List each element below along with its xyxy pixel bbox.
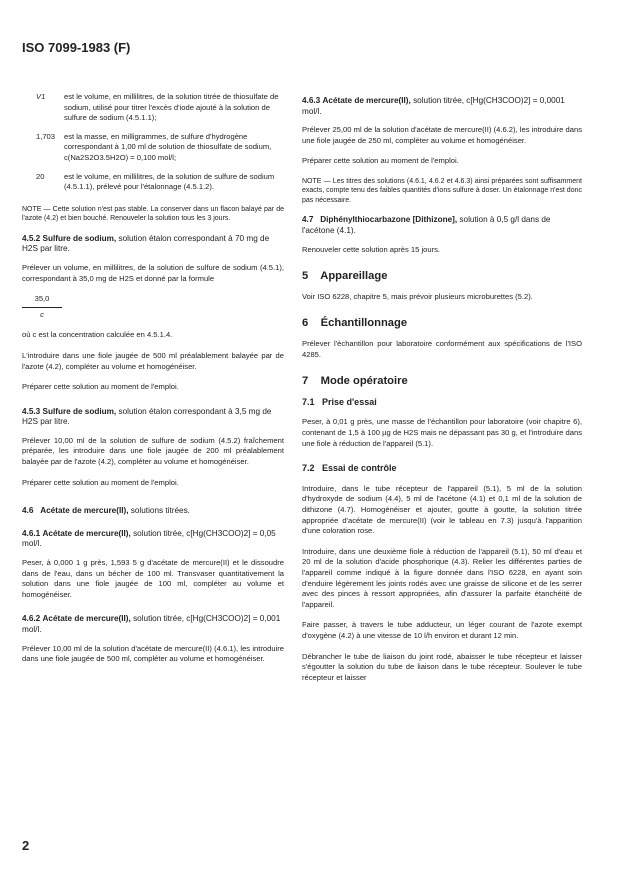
- left-column: [22, 92, 284, 675]
- note-1: NOTE — Cette solution n'est pas stable. La conserver dans un flacon balayé par de l'azote (4.2) et bien bouché. Renouveler la solution tous les 3 jours.: [22, 205, 284, 223]
- heading-4-6-2: 4.6.2 Acétate de mercure(II), solution titrée, c[Hg(CH3COO)2] = 0,001 mol/l.: [22, 614, 281, 634]
- s71-paragraph-1: Peser, à 0,01 g près, une masse de l'échantillon pour laboratoire (voir chapitre 6), contenant de 1,5 à 100 µg de H2S mais ne dépassant pas 30 g, et l'introduire dans une fiole à réduction de l'appareil (5.1).: [302, 417, 582, 448]
- heading-4-6-1: 4.6.1 Acétate de mercure(II), solution titrée, c[Hg(CH3COO)2] = 0,05 mol/l.: [22, 528, 276, 549]
- heading-4-5-2: 4.5.2 Sulfure de sodium, solution étalon correspondant à 70 mg de H2S par litre.: [22, 233, 270, 254]
- v1-symbol: V1: [36, 92, 46, 101]
- s452-paragraph-3: L'introduire dans une fiole jaugée de 500 ml préalablement balayée par de l'azote (4.2), compléter au volume et homogénéiser.: [22, 350, 284, 371]
- heading-4-6-3: 4.6.3 Acétate de mercure(II), solution titrée, c[Hg(CH3COO)2] = 0,0001 mol/l.: [302, 96, 565, 116]
- heading-4-7: 4.7 Diphénylthiocarbazone [Dithizone], solution à 0,5 g/l dans de l'acétone (4.1).: [302, 215, 551, 236]
- definition-20: [36, 172, 284, 193]
- s461-paragraph-1: Peser, à 0,000 1 g près, 1,593 5 g d'acétate de mercure(II) et le dissoudre dans de l'eau, dans un bécher de 100 ml. Transvaser quantitativement la solution dans une fiole jaugée de 100 ml, compléter au volume et homogénéiser.: [22, 558, 284, 599]
- c2-number: 20: [36, 171, 45, 181]
- s47-paragraph-1: Renouveler cette solution après 15 jours.: [302, 244, 441, 254]
- c2-text: est le volume, en millilitres, de la solution de sulfure de sodium (4.5.1.1), prélevé pour l'étalonnage (4.5.1.2).: [64, 171, 275, 192]
- s463-paragraph-1: Prélever 25,00 ml de la solution d'acétate de mercure(II) (4.6.2), les introduire dans une fiole jaugée de 250 ml, compléter au volume et homogénéiser.: [302, 125, 582, 145]
- page-number: 2: [22, 838, 30, 853]
- s453-paragraph-1: Prélever 10,00 ml de la solution de sulfure de sodium (4.5.2) fraîchement préparée, les introduire dans une fiole jaugée de 200 ml préalablement balayée par de l'azote (4.2), compléter au volume et homogénéiser.: [22, 435, 284, 467]
- fraction-numerator: 35,0: [22, 294, 62, 308]
- fraction-denominator: c: [40, 309, 44, 319]
- heading-4-6: 4.6 Acétate de mercure(II), solutions titrées.: [22, 506, 190, 516]
- formula-fraction: [22, 294, 62, 320]
- s72-paragraph-3: Faire passer, à travers le tube adducteur, un léger courant de l'azote exempt d'oxygène (4.2) à une vitesse de 10 l/h environ et durant 12 min.: [302, 620, 582, 640]
- s463-paragraph-2: Préparer cette solution au moment de l'emploi.: [302, 156, 459, 166]
- c1-text: est la masse, en milligrammes, de sulfure d'hydrogène correspondant à 1,00 ml de solution de thiosulfate de sodium, c(Na2S2O3.5H2O) = 0,100 mol/l;: [64, 131, 272, 162]
- heading-4-5-3: 4.5.3 Sulfure de sodium, solution étalon correspondant à 3,5 mg de H2S par litre.: [22, 406, 272, 427]
- s452-paragraph-1: Prélever un volume, en millilitres, de la solution de sulfure de sodium (4.5.1), correspondant à 35,0 mg de H2S et donné par la formule: [22, 262, 284, 283]
- definition-v1: [36, 92, 284, 124]
- s462-paragraph-1: Prélever 10,00 ml de la solution d'acétate de mercure(II) (4.6.1), les introduire dans une fiole jaugée de 500 ml, compléter au volume et homogénéiser.: [22, 643, 284, 664]
- s452-paragraph-4: Préparer cette solution au moment de l'emploi.: [22, 382, 179, 392]
- s452-paragraph-2: où c est la concentration calculée en 4.5.1.4.: [22, 330, 173, 340]
- s5-paragraph-1: Voir ISO 6228, chapitre 5, mais prévoir plusieurs microburettes (5.2).: [302, 291, 533, 301]
- page-header: ISO 7099-1983 (F): [22, 40, 131, 55]
- s72-paragraph-1: Introduire, dans le tube récepteur de l'appareil (5.1), 5 ml de la solution d'hydroxyde de sodium (4.4), 5 ml de l'acétone (4.1) et 0,1 ml de la solution de dithizone (4.7). Homogénéiser et ajouter, goutte à goutte, la solution titrée appropriée d'acétate de mercure(II) (voir le tableau en 7.3) jusqu'à l'apparition d'une coloration rose.: [302, 483, 582, 536]
- definition-1703: [36, 132, 284, 164]
- note-2: NOTE — Les titres des solutions (4.6.1, 4.6.2 et 4.6.3) ainsi préparées sont suffisamment exacts, compte tenu des faibles quantités d'ions sulfure à doser. Un étalonnage n'est donc pas nécessaire.: [302, 177, 582, 204]
- s453-paragraph-2: Préparer cette solution au moment de l'emploi.: [22, 477, 179, 487]
- heading-6: 6 Échantillonnage: [302, 317, 408, 330]
- s72-paragraph-2: Introduire, dans une deuxième fiole à réduction de l'appareil (5.1), 50 ml d'eau et 20 ml de la solution d'acide phosphorique (4.3). Relier les différentes parties de l'appareil comme indiqué à la figure donnée dans l'ISO 6228, en ayant soin d'enduire légèrement les joints rodés avec une graisse de silicone et de les serrer avec des pinces à ressort appropriées, afin d'assurer la parfaite étanchéité de l'appareil.: [302, 546, 582, 609]
- heading-7-1: 7.1 Prise d'essai: [302, 396, 377, 407]
- c1-number: 1,703: [36, 131, 56, 141]
- heading-7-2: 7.2 Essai de contrôle: [302, 463, 397, 474]
- heading-5: 5 Appareillage: [302, 270, 388, 283]
- v1-text: est le volume, en millilitres, de la solution titrée de thiosulfate de sodium, utilisé pour titrer l'excès d'iode ajouté à la solution de sulfure de sodium (4.5.1.1);: [64, 92, 279, 123]
- s72-paragraph-4: Débrancher le tube de liaison du joint rodé, abaisser le tube récepteur et laisser s'égoutter la solution du tube de liaison dans le tube récepteur. Soulever le tube récepteur et laisser: [302, 651, 582, 682]
- right-column: [302, 96, 582, 693]
- s6-paragraph-1: Prélever l'échantillon pour laboratoire conformément aux spécifications de l'ISO 4285.: [302, 339, 582, 359]
- heading-7: 7 Mode opératoire: [302, 375, 408, 388]
